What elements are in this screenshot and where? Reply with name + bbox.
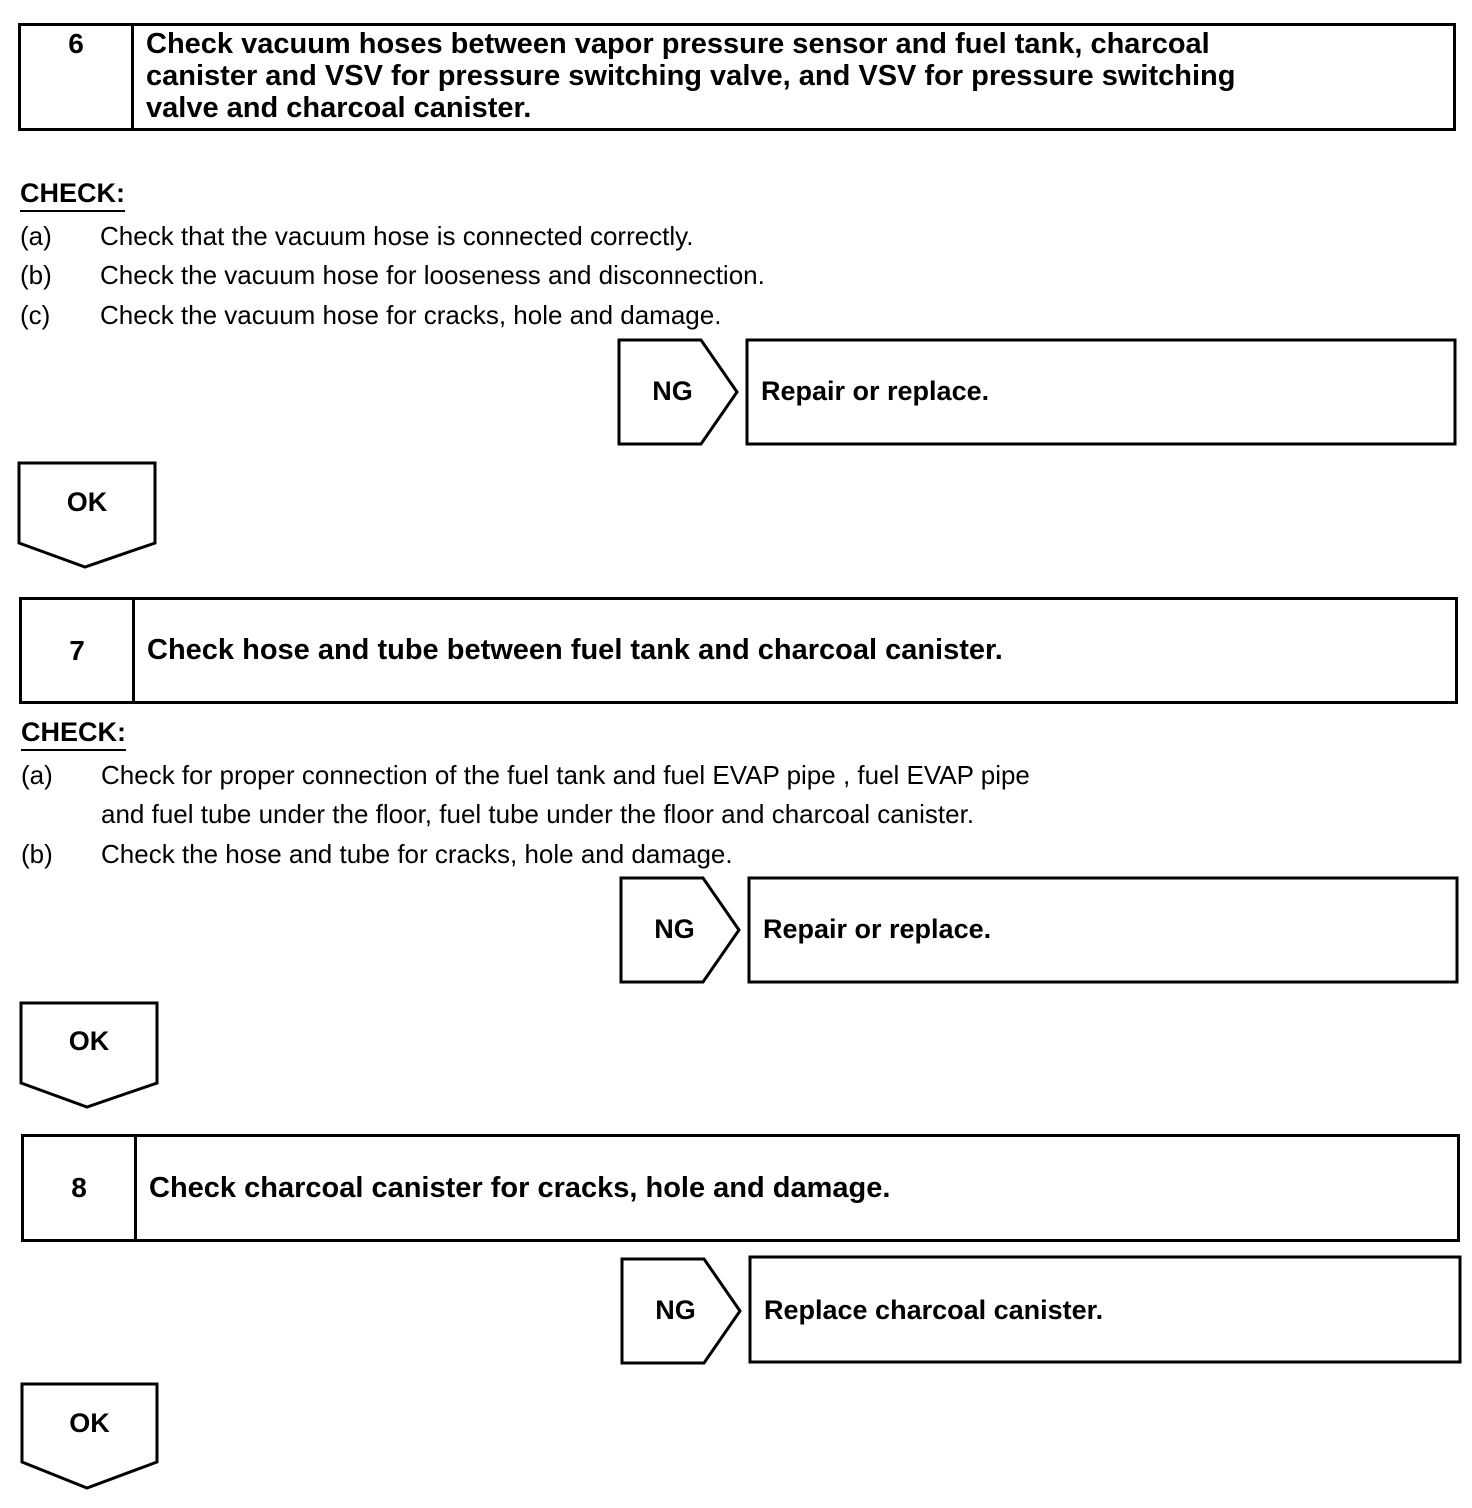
step-number: 7 — [22, 600, 135, 701]
ok-label: OK — [66, 487, 108, 517]
check-item-b: (b) Check the vacuum hose for looseness and disconnection. — [20, 260, 765, 290]
ok-label: OK — [68, 1026, 110, 1056]
step-title: Check vacuum hoses between vapor pressure sensor and fuel tank, charcoal canister and VSV for pressure switching valve, and VSV for pressure switching valve and charcoal canister. — [146, 28, 1236, 124]
step-8-header — [21, 1134, 1460, 1242]
ng-action: Repair or replace. — [763, 914, 992, 944]
step-title: Check charcoal canister for cracks, hole and damage. — [149, 1172, 891, 1204]
check-item-c: (c) Check the vacuum hose for cracks, hole and damage. — [20, 300, 722, 330]
ng-label: NG — [655, 1295, 696, 1325]
check-item-a: (a) Check that the vacuum hose is connected correctly. — [20, 221, 694, 251]
step-title: Check hose and tube between fuel tank and charcoal canister. — [147, 634, 1003, 666]
ng-action: Repair or replace. — [761, 376, 990, 406]
ok-label: OK — [69, 1408, 110, 1438]
step-number: 6 — [21, 26, 134, 128]
check-item-b: (b) Check the hose and tube for cracks, hole and damage. — [21, 839, 733, 869]
ng-label: NG — [654, 914, 695, 944]
check-label: CHECK: — [20, 178, 125, 212]
step-6-header — [18, 23, 1456, 131]
ng-action: Replace charcoal canister. — [764, 1295, 1104, 1325]
step-7-header — [19, 597, 1458, 704]
step-number: 8 — [24, 1137, 137, 1239]
ng-label: NG — [652, 376, 693, 406]
check-item-a: (a) Check for proper connection of the fuel tank and fuel EVAP pipe , fuel EVAP pipe and fuel tube under the floor, fuel tube under the floor and charcoal canister. — [21, 760, 1030, 829]
check-label: CHECK: — [21, 717, 126, 751]
